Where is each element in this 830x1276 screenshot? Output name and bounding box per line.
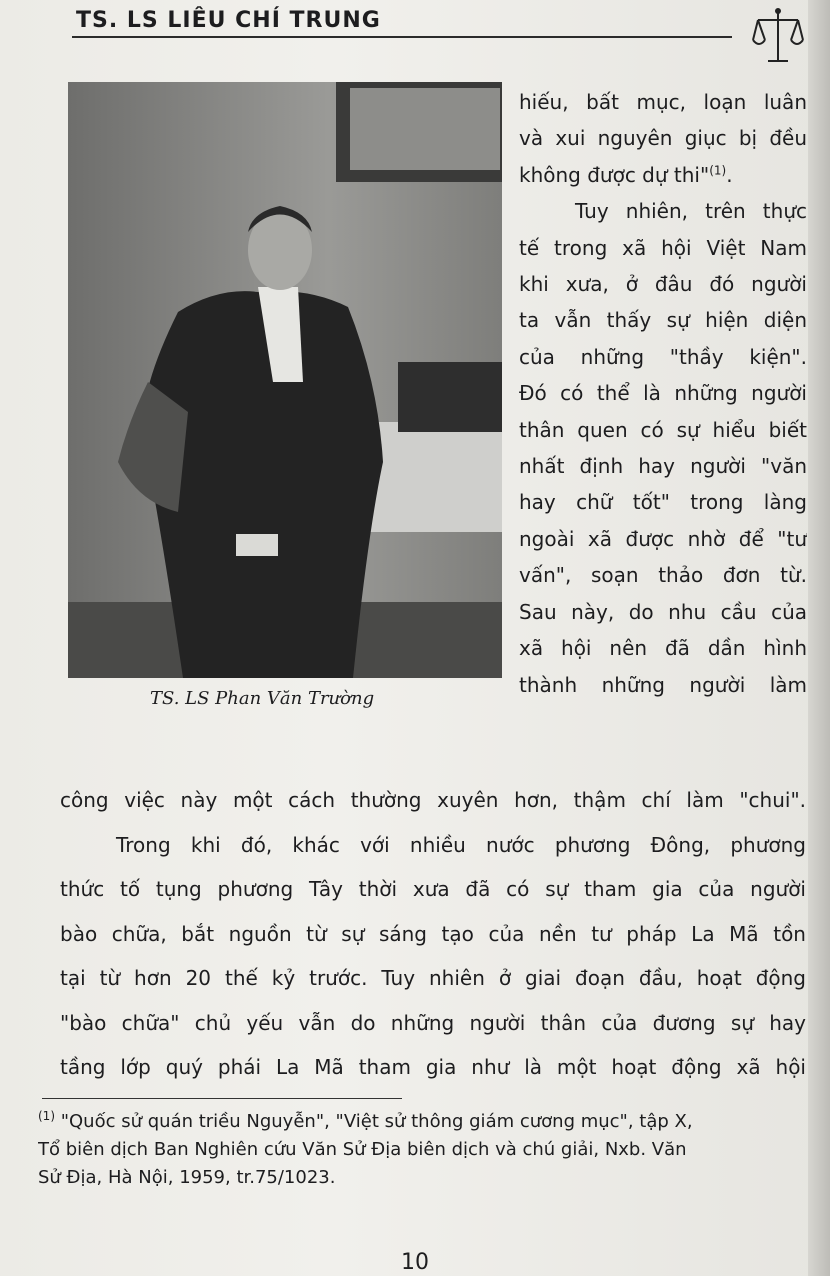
text-line: xã hội nên đã dần hình <box>519 636 807 661</box>
footnote-marker: (1) <box>38 1109 55 1123</box>
text-line: bào chữa, bắt nguồn từ sự sáng tạo của nền tư pháp La Mã tồn <box>60 921 806 946</box>
text-line: hay chữ tốt" trong làng <box>519 490 807 515</box>
text-line: ta vẫn thấy sự hiện diện <box>519 308 807 333</box>
text-line: "bào chữa" chủ yếu vẫn do những người thân của đương sự hay <box>60 1010 806 1035</box>
text-line: tế trong xã hội Việt Nam <box>519 235 807 260</box>
text-line: ngoài xã được nhờ để "tư <box>519 526 807 551</box>
text-line: nhất định hay người "văn <box>519 454 807 479</box>
footnote-text: "Quốc sử quán triều Nguyễn", "Việt sử thông giám cương mục", tập X, <box>60 1111 693 1132</box>
text-line: của những "thầy kiện". <box>519 344 807 369</box>
portrait-photo <box>68 82 502 678</box>
header-rule <box>72 36 732 38</box>
text-line: thân quen có sự hiểu biết <box>519 417 807 442</box>
photo-caption: TS. LS Phan Văn Trường <box>150 688 375 709</box>
scales-of-justice-icon <box>752 6 804 66</box>
book-spine <box>808 0 830 1276</box>
page-number: 10 <box>401 1250 429 1275</box>
text-line: công việc này một cách thường xuyên hơn, thậm chí làm "chui". <box>60 788 806 812</box>
footnote-line: Tổ biên dịch Ban Nghiên cứu Văn Sử Địa biên dịch và chú giải, Nxb. Văn <box>38 1139 687 1160</box>
footnote-line: Sử Địa, Hà Nội, 1959, tr.75/1023. <box>38 1167 336 1188</box>
text-line: Trong khi đó, khác với nhiều nước phương Đông, phương <box>116 832 806 857</box>
text-line: Tuy nhiên, trên thực <box>575 199 807 224</box>
text-line <box>519 157 807 193</box>
text-line: Sau này, do nhu cầu của <box>519 599 807 624</box>
footnote <box>38 1108 810 1192</box>
side-column-text <box>519 84 807 703</box>
footnote-reference: (1) <box>709 163 727 178</box>
footnote-rule <box>42 1098 402 1099</box>
text-line: và xui nguyên giục bị đều <box>519 126 807 151</box>
main-body-text <box>60 778 806 1090</box>
running-header: TS. LS LIÊU CHÍ TRUNG <box>76 8 381 33</box>
text-line: tầng lớp quý phái La Mã tham gia như là một hoạt động xã hội <box>60 1055 806 1079</box>
text-line-end: . <box>726 162 733 187</box>
text-line: tại từ hơn 20 thế kỷ trước. Tuy nhiên ở giai đoạn đầu, hoạt động <box>60 966 806 990</box>
text-line: thức tố tụng phương Tây thời xưa đã có sự tham gia của người <box>60 877 806 901</box>
footnote-line <box>38 1108 810 1136</box>
text-line: hiếu, bất mục, loạn luân <box>519 90 807 114</box>
text-line: Đó có thể là những người <box>519 381 807 406</box>
text-line: khi xưa, ở đâu đó người <box>519 272 807 297</box>
text-line-content: không được dự thi" <box>519 162 710 187</box>
text-line: vấn", soạn thảo đơn từ. <box>519 563 807 588</box>
text-line: thành những người làm <box>519 672 807 697</box>
